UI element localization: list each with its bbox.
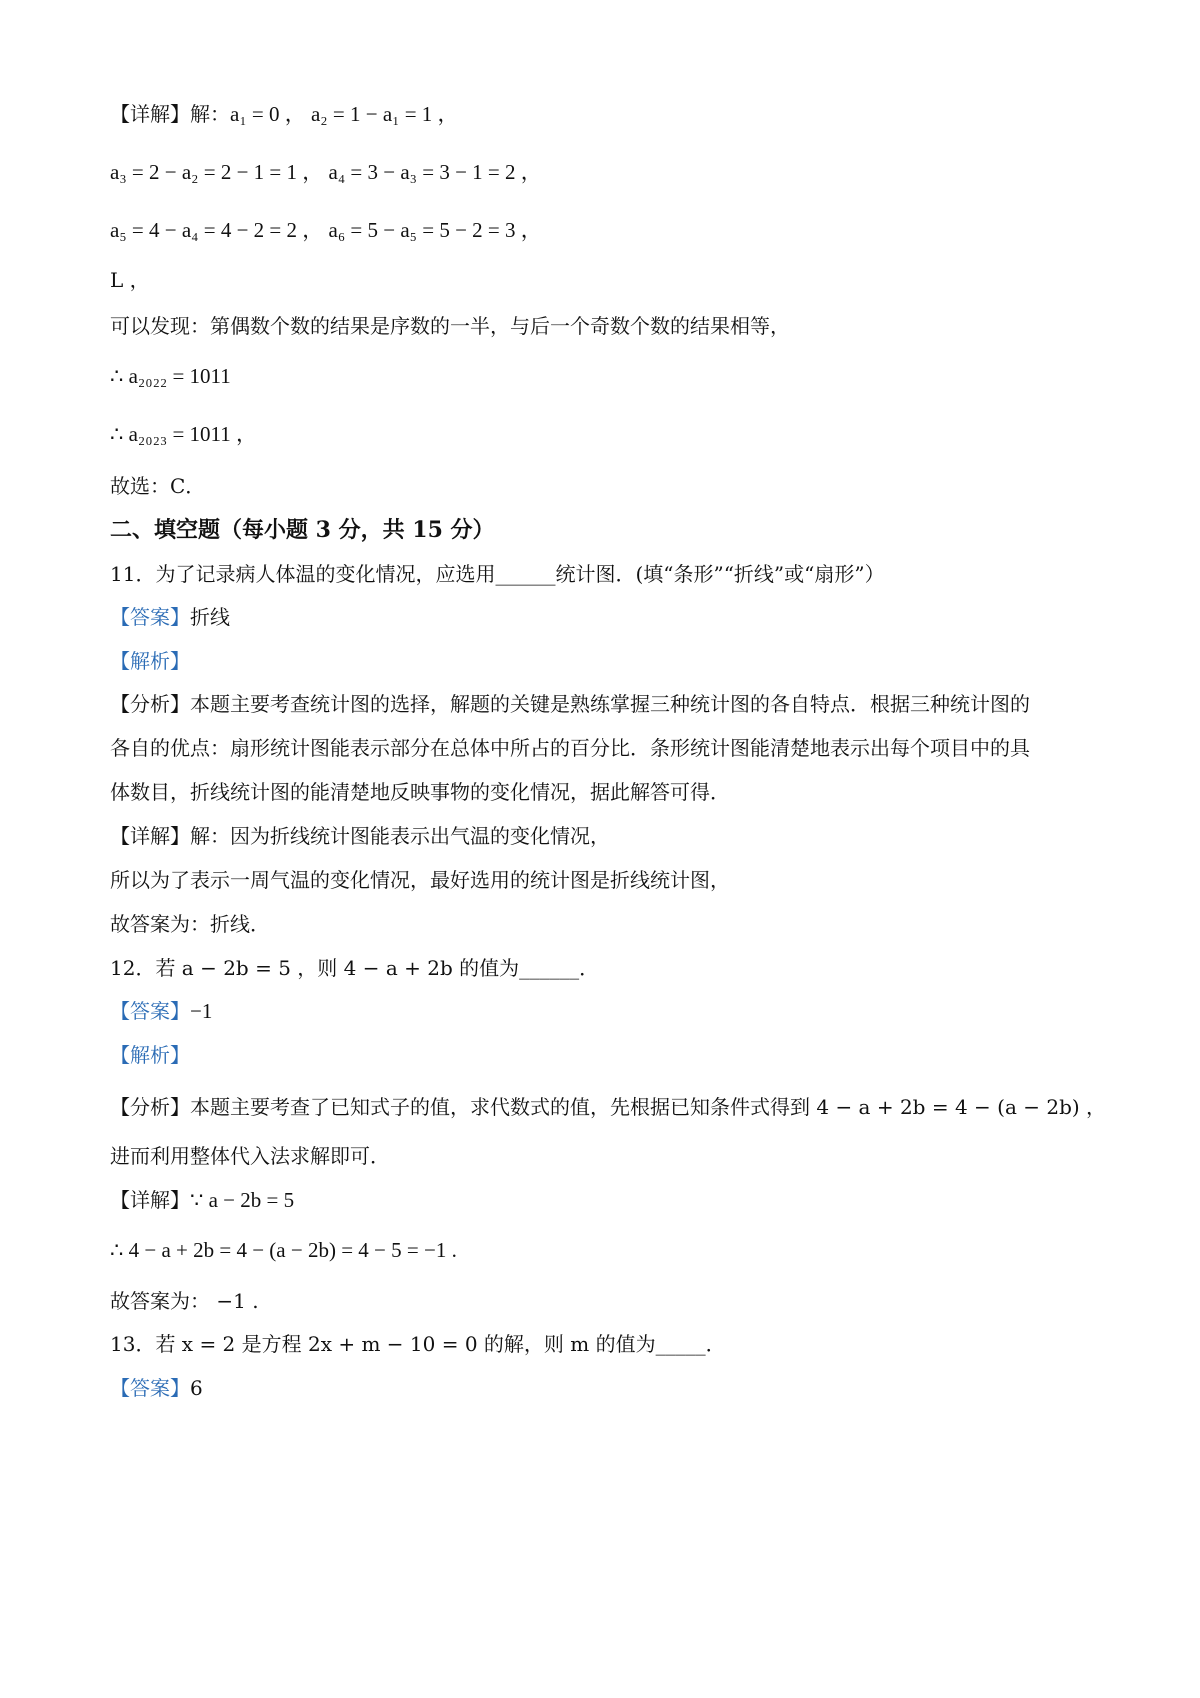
q11-answer: 折线 (190, 605, 230, 629)
q12-answer-line (110, 997, 1100, 1025)
q12-answer: −1 (190, 999, 213, 1023)
detail-label: 【详解】 (110, 1188, 190, 1212)
analysis-text-1: 本题主要考查了已知式子的值，求代数式的值，先根据已知条件式得到 4 − a + 2b = 4 − (a − 2b) ， (190, 1095, 1107, 1119)
math-a2023: ∴ a₂₀₂₃ = 1011 ， (110, 422, 258, 446)
q11-answer-line (110, 603, 1100, 631)
analysis-label: 【分析】 (110, 692, 190, 716)
q11-detail-1 (110, 822, 1100, 850)
q11-detail-2: 所以为了表示一周气温的变化情况，最好选用的统计图是折线统计图， (110, 868, 730, 892)
math-a5-a6: a₅ = 4 − a₄ = 4 − 2 = 2 ， a₆ = 5 − a₅ = 5 − 2 = 3 ， (110, 218, 542, 242)
q11-analysis-1 (110, 690, 1100, 718)
solution-line-1 (110, 100, 1100, 128)
question-13: 13．若 x = 2 是方程 2x + m − 10 = 0 的解，则 m 的值为_____． (110, 1332, 726, 1356)
detail-label: 【详解】 (110, 102, 190, 126)
observation-line: 可以发现：第偶数个数的结果是序数的一半，与后一个奇数个数的结果相等， (110, 314, 790, 338)
detail-math-1: ∵ a − 2b = 5 (190, 1188, 295, 1212)
q11-final-answer: 故答案为：折线． (110, 912, 270, 936)
q12-detail-1 (110, 1186, 1100, 1214)
section-heading: 二、填空题（每小题 3 分，共 15 分） (110, 517, 495, 543)
answer-label: 【答案】 (110, 605, 190, 629)
q11-analysis-2: 各自的优点：扇形统计图能表示部分在总体中所占的百分比．条形统计图能清楚地表示出每个项目中的具 (110, 736, 1030, 760)
q12-analysis-1 (110, 1093, 1107, 1121)
detail-text-1: 解：因为折线统计图能表示出气温的变化情况， (190, 824, 610, 848)
ellipsis-line: L ， (110, 268, 150, 292)
question-11: 11．为了记录病人体温的变化情况，应选用______统计图．(填“条形”“折线”或“扇形”） (110, 562, 885, 586)
detail-label: 【详解】 (110, 824, 190, 848)
q13-answer: 6 (190, 1376, 203, 1400)
math-a3-a4: a₃ = 2 − a₂ = 2 − 1 = 1 ， a₄ = 3 − a₃ = 3 − 1 = 2 ， (110, 160, 542, 184)
solution-intro: 解： (190, 102, 230, 126)
answer-label: 【答案】 (110, 1376, 190, 1400)
q12-analysis-label: 【解析】 (110, 1043, 190, 1067)
q12-final-answer: 故答案为： −1 . (110, 1289, 259, 1313)
analysis-text-1: 本题主要考查统计图的选择，解题的关键是熟练掌握三种统计图的各自特点．根据三种统计图的 (190, 692, 1030, 716)
math-a2022: ∴ a₂₀₂₂ = 1011 (110, 364, 231, 388)
question-12: 12．若 a − 2b = 5 ，则 4 − a + 2b 的值为______． (110, 956, 600, 980)
choice-line: 故选：C． (110, 474, 206, 498)
math-a1-a2: a₁ = 0 ， a₂ = 1 − a₁ = 1 ， (230, 102, 459, 126)
q12-detail-2: ∴ 4 − a + 2b = 4 − (a − 2b) = 4 − 5 = −1 . (110, 1238, 457, 1262)
q13-answer-line (110, 1374, 1100, 1402)
q12-analysis-2: 进而利用整体代入法求解即可． (110, 1144, 390, 1168)
q11-analysis-label: 【解析】 (110, 649, 190, 673)
q11-analysis-3: 体数目，折线统计图的能清楚地反映事物的变化情况，据此解答可得． (110, 780, 730, 804)
answer-label: 【答案】 (110, 999, 190, 1023)
analysis-label: 【分析】 (110, 1095, 190, 1119)
